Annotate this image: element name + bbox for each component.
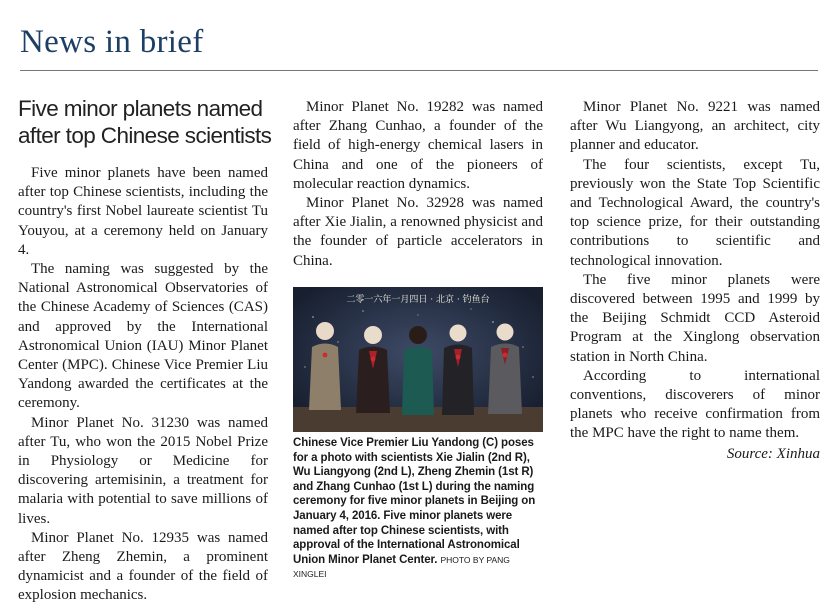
paragraph: Minor Planet No. 12935 was named after Zheng Zhemin, a prominent dynamicist and a founder of the field of explosion mechanics. [18, 529, 268, 604]
paragraph: Five minor planets have been named after top Chinese scientists, including the country's first Nobel laureate scientist Tu Youyou, at a ceremony held on January 4. [18, 165, 268, 258]
section-title: News in brief [20, 24, 204, 60]
article-column-2 [293, 98, 543, 271]
paragraph: Minor Planet No. 31230 was named after Tu, who won the 2015 Nobel Prize in Physiology or Medicine for discovering artemisinin, a treatment for malaria with potential to save millions of lives. [18, 414, 268, 527]
photo-credit: PHOTO BY PANG XINGLEI [293, 554, 510, 580]
source-attribution: Source: Xinhua [726, 445, 820, 462]
paragraph: Minor Planet No. 9221 was named after Wu Liangyong, an architect, city planner and educator. [570, 99, 820, 154]
photo-caption [293, 436, 545, 582]
paragraph: Minor Planet No. 32928 was named after Xie Jialin, a renowned physicist and the founder of particle accelerators in China. [293, 195, 543, 269]
article-column-3 [570, 98, 820, 464]
paragraph: According to international conventions, discoverers of minor planets who receive confirmation from the MPC have the right to name them. [570, 367, 820, 442]
paragraph: The four scientists, except Tu, previously won the State Top Scientific and Technological Award, the country's top science prize, for their outstanding contributions to scientific and technological innovation. [570, 156, 820, 269]
photo-banner-text: 二零一六年一月四日 · 北京 · 钓鱼台 [346, 295, 490, 305]
caption-text: Chinese Vice Premier Liu Yandong (C) poses for a photo with scientists Xie Jialin (2nd R), Wu Liangyong (2nd L), Zheng Zhemin (1st R) and Zhang Cunhao (1st L) during the naming ceremony for five minor planets in Beijing on January 4, 2016. Five minor planets were named after top Chinese scientists, with approval of the International Astronomical Union Minor Planet Center. [293, 437, 536, 566]
paragraph: The five minor planets were discovered between 1995 and 1999 by the Beijing Schmidt CCD Asteroid Program at the Xinglong observation station in North China. [570, 271, 820, 365]
ceremony-photo [293, 287, 543, 432]
paragraph: The naming was suggested by the National Astronomical Observatories of the Chinese Academy of Sciences (CAS) and approved by the International Astronomical Union (IAU) Minor Planet Center (MPC). Chinese Vice Premier Liu Yandong awarded the certificates at the ceremony. [18, 261, 268, 412]
paragraph: Minor Planet No. 19282 was named after Zhang Cunhao, a founder of the field of high-energy chemical lasers in China and one of the pioneers of molecular reaction dynamics. [293, 99, 543, 192]
title-divider [20, 70, 818, 71]
article-column-1 [18, 164, 268, 606]
article-headline: Five minor planets named after top Chinese scientists [18, 96, 272, 148]
